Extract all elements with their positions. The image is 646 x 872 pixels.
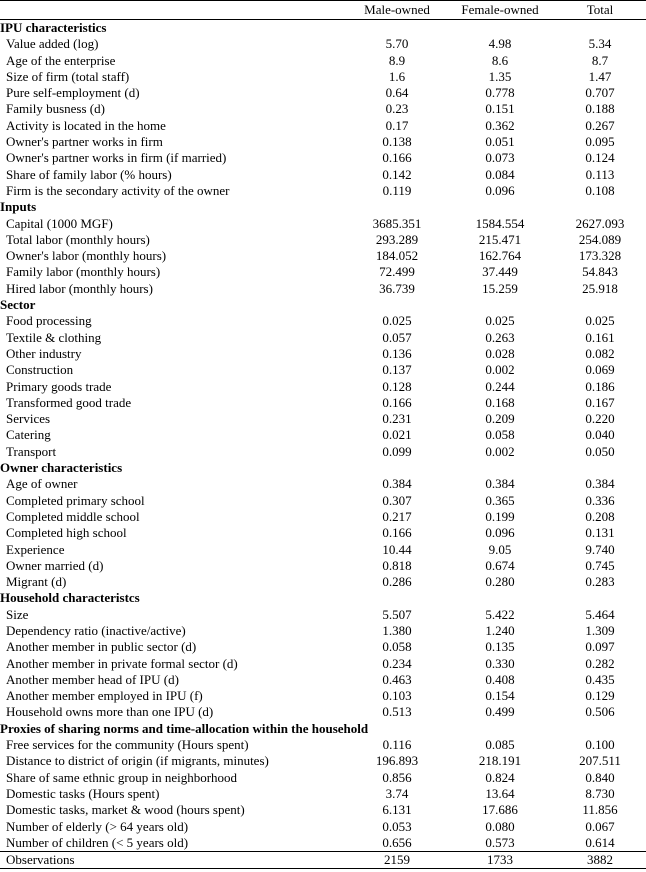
male-owned-value: 0.119 bbox=[382, 182, 412, 198]
row-label: Activity is located in the home bbox=[6, 117, 166, 133]
table-row bbox=[0, 53, 646, 69]
total-value: 0.435 bbox=[585, 671, 615, 687]
total-value: 0.131 bbox=[585, 525, 615, 541]
section-header-row bbox=[0, 460, 646, 476]
header-total: Total bbox=[554, 1, 646, 20]
total-value: 0.614 bbox=[585, 834, 615, 850]
female-owned-value: 162.764 bbox=[478, 248, 522, 264]
total-value: 0.069 bbox=[585, 362, 615, 378]
total-value: 54.843 bbox=[582, 264, 618, 280]
row-label: Firm is the secondary activity of the owner bbox=[6, 182, 230, 198]
row-label: Another member in public sector (d) bbox=[6, 639, 197, 655]
row-label: Family labor (monthly hours) bbox=[6, 264, 161, 280]
section-title: Household characteristcs bbox=[0, 590, 140, 606]
row-label: Another member head of IPU (d) bbox=[6, 671, 179, 687]
header-male-owned: Male-owned bbox=[348, 1, 446, 20]
row-label: Experience bbox=[6, 541, 65, 557]
female-owned-value: 0.085 bbox=[485, 737, 515, 753]
female-owned-value: 0.151 bbox=[485, 101, 515, 117]
section-header-row bbox=[0, 20, 646, 37]
female-owned-value: 0.209 bbox=[485, 411, 515, 427]
total-value: 0.124 bbox=[585, 150, 615, 166]
table-row bbox=[0, 493, 646, 509]
total-value: 0.707 bbox=[585, 85, 615, 101]
female-owned-value: 0.051 bbox=[485, 134, 515, 150]
male-owned-value: 0.23 bbox=[385, 101, 409, 117]
female-owned-value: 0.499 bbox=[485, 704, 515, 720]
female-owned-value: 0.362 bbox=[485, 117, 515, 133]
female-owned-value: 0.028 bbox=[485, 345, 515, 361]
male-owned-value: 0.166 bbox=[382, 150, 412, 166]
row-label: Number of children (< 5 years old) bbox=[6, 834, 189, 850]
total-value: 254.089 bbox=[578, 231, 622, 247]
total-value: 0.100 bbox=[585, 737, 615, 753]
total-value: 0.108 bbox=[585, 182, 615, 198]
row-label: Distance to district of origin (if migrants, minutes) bbox=[6, 753, 269, 769]
female-owned-value: 0.084 bbox=[485, 166, 515, 182]
male-owned-value: 1.6 bbox=[388, 68, 406, 84]
male-owned-value: 0.099 bbox=[382, 443, 412, 459]
row-label: Age of owner bbox=[6, 476, 78, 492]
total-value: 0.161 bbox=[585, 329, 615, 345]
total-value: 0.067 bbox=[585, 818, 615, 834]
table-row bbox=[0, 672, 646, 688]
table-row bbox=[0, 476, 646, 492]
table-row bbox=[0, 150, 646, 166]
observations-male: 2159 bbox=[348, 852, 446, 869]
header-label-cell bbox=[0, 1, 348, 20]
total-value: 0.186 bbox=[585, 378, 615, 394]
male-owned-value: 0.025 bbox=[382, 313, 412, 329]
table-row bbox=[0, 444, 646, 460]
table-row bbox=[0, 167, 646, 183]
male-owned-value: 0.116 bbox=[382, 737, 412, 753]
row-label: Completed high school bbox=[6, 525, 127, 541]
total-value: 173.328 bbox=[578, 248, 622, 264]
table-row bbox=[0, 753, 646, 769]
row-label: Owner's labor (monthly hours) bbox=[6, 248, 167, 264]
section-title: Sector bbox=[0, 297, 36, 313]
table-row bbox=[0, 835, 646, 852]
female-owned-value: 0.080 bbox=[485, 818, 515, 834]
table-row bbox=[0, 330, 646, 346]
table-row bbox=[0, 607, 646, 623]
table-row bbox=[0, 183, 646, 199]
total-value: 207.511 bbox=[579, 753, 621, 769]
row-label: Other industry bbox=[6, 345, 82, 361]
total-value: 0.097 bbox=[585, 639, 615, 655]
male-owned-value: 3685.351 bbox=[372, 215, 422, 231]
female-owned-value: 0.168 bbox=[485, 394, 515, 410]
table-row bbox=[0, 134, 646, 150]
total-value: 0.208 bbox=[585, 508, 615, 524]
section-header-row bbox=[0, 721, 646, 737]
row-label: Total labor (monthly hours) bbox=[6, 231, 150, 247]
total-value: 9.740 bbox=[585, 541, 615, 557]
female-owned-value: 9.05 bbox=[488, 541, 512, 557]
row-label: Value added (log) bbox=[6, 36, 99, 52]
row-label: Size bbox=[6, 606, 29, 622]
observations-row bbox=[0, 852, 646, 869]
male-owned-value: 0.166 bbox=[382, 394, 412, 410]
row-label: Share of same ethnic group in neighborhood bbox=[6, 769, 238, 785]
male-owned-value: 5.70 bbox=[385, 36, 409, 52]
row-label: Free services for the community (Hours spent) bbox=[6, 737, 249, 753]
male-owned-value: 0.234 bbox=[382, 655, 412, 671]
table-row bbox=[0, 395, 646, 411]
total-value: 0.283 bbox=[585, 574, 615, 590]
row-label: Pure self-employment (d) bbox=[6, 85, 140, 101]
total-value: 25.918 bbox=[582, 280, 618, 296]
row-label: Services bbox=[6, 411, 51, 427]
table-body bbox=[0, 20, 646, 852]
male-owned-value: 0.138 bbox=[382, 134, 412, 150]
section-title: IPU characteristics bbox=[0, 20, 107, 35]
male-owned-value: 0.17 bbox=[385, 117, 409, 133]
total-value: 11.856 bbox=[582, 802, 618, 818]
observations-label: Observations bbox=[0, 852, 348, 869]
male-owned-value: 196.893 bbox=[375, 753, 419, 769]
section-title: Inputs bbox=[0, 199, 37, 215]
male-owned-value: 72.499 bbox=[379, 264, 415, 280]
row-label: Textile & clothing bbox=[6, 329, 102, 345]
total-value: 5.464 bbox=[585, 606, 615, 622]
section-header-row bbox=[0, 199, 646, 215]
table-row bbox=[0, 819, 646, 835]
female-owned-value: 0.330 bbox=[485, 655, 515, 671]
total-value: 0.384 bbox=[585, 476, 615, 492]
male-owned-value: 0.057 bbox=[382, 329, 412, 345]
male-owned-value: 184.052 bbox=[375, 248, 419, 264]
male-owned-value: 8.9 bbox=[388, 52, 406, 68]
female-owned-value: 13.64 bbox=[485, 785, 515, 801]
row-label: Transformed good trade bbox=[6, 394, 132, 410]
table-row bbox=[0, 623, 646, 639]
section-header-row bbox=[0, 297, 646, 313]
row-label: Another member employed in IPU (f) bbox=[6, 688, 203, 704]
table-row bbox=[0, 411, 646, 427]
total-value: 0.025 bbox=[585, 313, 615, 329]
total-value: 0.082 bbox=[585, 345, 615, 361]
total-value: 0.040 bbox=[585, 427, 615, 443]
male-owned-value: 0.463 bbox=[382, 671, 412, 687]
male-owned-value: 3.74 bbox=[385, 785, 409, 801]
total-value: 1.309 bbox=[585, 622, 615, 638]
female-owned-value: 0.154 bbox=[485, 688, 515, 704]
table-row bbox=[0, 248, 646, 264]
male-owned-value: 0.137 bbox=[382, 362, 412, 378]
row-label: Number of elderly (> 64 years old) bbox=[6, 818, 189, 834]
male-owned-value: 0.64 bbox=[385, 85, 409, 101]
table-row bbox=[0, 216, 646, 232]
total-value: 0.220 bbox=[585, 411, 615, 427]
table-row bbox=[0, 525, 646, 541]
female-owned-value: 0.824 bbox=[485, 769, 515, 785]
male-owned-value: 0.166 bbox=[382, 525, 412, 541]
male-owned-value: 0.142 bbox=[382, 166, 412, 182]
total-value: 0.113 bbox=[585, 166, 615, 182]
male-owned-value: 1.380 bbox=[382, 622, 412, 638]
male-owned-value: 0.818 bbox=[382, 557, 412, 573]
table-row bbox=[0, 69, 646, 85]
male-owned-value: 0.384 bbox=[382, 476, 412, 492]
row-label: Size of firm (total staff) bbox=[6, 68, 130, 84]
total-value: 5.34 bbox=[588, 36, 612, 52]
male-owned-value: 0.128 bbox=[382, 378, 412, 394]
section-header-row bbox=[0, 590, 646, 606]
total-value: 0.840 bbox=[585, 769, 615, 785]
row-label: Another member in private formal sector (d) bbox=[6, 655, 238, 671]
row-label: Construction bbox=[6, 362, 74, 378]
female-owned-value: 215.471 bbox=[478, 231, 522, 247]
female-owned-value: 0.280 bbox=[485, 574, 515, 590]
female-owned-value: 0.096 bbox=[485, 525, 515, 541]
female-owned-value: 0.002 bbox=[485, 443, 515, 459]
table-row bbox=[0, 36, 646, 52]
header-female-owned: Female-owned bbox=[446, 1, 554, 20]
male-owned-value: 0.307 bbox=[382, 492, 412, 508]
female-owned-value: 17.686 bbox=[482, 802, 518, 818]
row-label: Owner's partner works in firm (if married) bbox=[6, 150, 227, 166]
female-owned-value: 1.35 bbox=[488, 68, 512, 84]
male-owned-value: 0.286 bbox=[382, 574, 412, 590]
female-owned-value: 0.025 bbox=[485, 313, 515, 329]
observations-female: 1733 bbox=[446, 852, 554, 869]
row-label: Food processing bbox=[6, 313, 92, 329]
female-owned-value: 8.6 bbox=[491, 52, 509, 68]
table-row bbox=[0, 101, 646, 117]
row-label: Owner married (d) bbox=[6, 557, 104, 573]
male-owned-value: 0.053 bbox=[382, 818, 412, 834]
total-value: 8.7 bbox=[591, 52, 609, 68]
row-label: Capital (1000 MGF) bbox=[6, 215, 113, 231]
total-value: 0.050 bbox=[585, 443, 615, 459]
female-owned-value: 1.240 bbox=[485, 622, 515, 638]
male-owned-value: 36.739 bbox=[379, 280, 415, 296]
row-label: Domestic tasks (Hours spent) bbox=[6, 785, 160, 801]
row-label: Completed middle school bbox=[6, 508, 140, 524]
table-row bbox=[0, 85, 646, 101]
total-value: 0.095 bbox=[585, 134, 615, 150]
female-owned-value: 0.135 bbox=[485, 639, 515, 655]
row-label: Owner's partner works in firm bbox=[6, 134, 163, 150]
total-value: 0.267 bbox=[585, 117, 615, 133]
row-label: Dependency ratio (inactive/active) bbox=[6, 622, 186, 638]
section-title: Owner characteristics bbox=[0, 460, 123, 476]
table-row bbox=[0, 427, 646, 443]
row-label: Age of the enterprise bbox=[6, 52, 116, 68]
female-owned-value: 0.384 bbox=[485, 476, 515, 492]
table-header-row bbox=[0, 1, 646, 20]
male-owned-value: 0.103 bbox=[382, 688, 412, 704]
total-value: 0.167 bbox=[585, 394, 615, 410]
row-label: Migrant (d) bbox=[6, 574, 67, 590]
female-owned-value: 0.244 bbox=[485, 378, 515, 394]
female-owned-value: 37.449 bbox=[482, 264, 518, 280]
total-value: 1.47 bbox=[588, 68, 612, 84]
female-owned-value: 0.073 bbox=[485, 150, 515, 166]
male-owned-value: 0.231 bbox=[382, 411, 412, 427]
female-owned-value: 0.058 bbox=[485, 427, 515, 443]
row-label: Transport bbox=[6, 443, 57, 459]
total-value: 2627.093 bbox=[575, 215, 625, 231]
table-row bbox=[0, 379, 646, 395]
table-row bbox=[0, 786, 646, 802]
female-owned-value: 0.365 bbox=[485, 492, 515, 508]
male-owned-value: 0.856 bbox=[382, 769, 412, 785]
female-owned-value: 0.573 bbox=[485, 834, 515, 850]
table-row bbox=[0, 264, 646, 280]
table-row bbox=[0, 232, 646, 248]
table-row bbox=[0, 313, 646, 329]
table-row bbox=[0, 737, 646, 753]
male-owned-value: 0.136 bbox=[382, 345, 412, 361]
female-owned-value: 218.191 bbox=[478, 753, 522, 769]
table-row bbox=[0, 802, 646, 818]
table-row bbox=[0, 656, 646, 672]
male-owned-value: 0.656 bbox=[382, 834, 412, 850]
row-label: Completed primary school bbox=[6, 492, 145, 508]
table-row bbox=[0, 362, 646, 378]
table-row bbox=[0, 118, 646, 134]
total-value: 0.506 bbox=[585, 704, 615, 720]
female-owned-value: 0.263 bbox=[485, 329, 515, 345]
female-owned-value: 15.259 bbox=[482, 280, 518, 296]
male-owned-value: 0.021 bbox=[382, 427, 412, 443]
male-owned-value: 293.289 bbox=[375, 231, 419, 247]
female-owned-value: 0.199 bbox=[485, 508, 515, 524]
section-title: Proxies of sharing norms and time-allocation within the household bbox=[0, 720, 369, 736]
observations-total: 3882 bbox=[554, 852, 646, 869]
female-owned-value: 5.422 bbox=[485, 606, 515, 622]
table-row bbox=[0, 558, 646, 574]
total-value: 0.745 bbox=[585, 557, 615, 573]
table-row bbox=[0, 704, 646, 720]
table-row bbox=[0, 770, 646, 786]
table-row bbox=[0, 281, 646, 297]
female-owned-value: 0.674 bbox=[485, 557, 515, 573]
male-owned-value: 5.507 bbox=[382, 606, 412, 622]
row-label: Family busness (d) bbox=[6, 101, 105, 117]
female-owned-value: 1584.554 bbox=[475, 215, 525, 231]
female-owned-value: 4.98 bbox=[488, 36, 512, 52]
row-label: Hired labor (monthly hours) bbox=[6, 280, 153, 296]
table-row bbox=[0, 574, 646, 590]
total-value: 0.129 bbox=[585, 688, 615, 704]
male-owned-value: 0.217 bbox=[382, 508, 412, 524]
male-owned-value: 6.131 bbox=[382, 802, 412, 818]
male-owned-value: 10.44 bbox=[382, 541, 412, 557]
male-owned-value: 0.513 bbox=[382, 704, 412, 720]
table-row bbox=[0, 639, 646, 655]
female-owned-value: 0.002 bbox=[485, 362, 515, 378]
table-row bbox=[0, 346, 646, 362]
row-label: Share of family labor (% hours) bbox=[6, 166, 172, 182]
row-label: Domestic tasks, market & wood (hours spent) bbox=[6, 802, 245, 818]
table-row bbox=[0, 509, 646, 525]
female-owned-value: 0.096 bbox=[485, 182, 515, 198]
total-value: 0.282 bbox=[585, 655, 615, 671]
male-owned-value: 0.058 bbox=[382, 639, 412, 655]
row-label: Primary goods trade bbox=[6, 378, 112, 394]
row-label: Household owns more than one IPU (d) bbox=[6, 704, 214, 720]
female-owned-value: 0.408 bbox=[485, 671, 515, 687]
total-value: 0.188 bbox=[585, 101, 615, 117]
total-value: 0.336 bbox=[585, 492, 615, 508]
table-row bbox=[0, 688, 646, 704]
row-label: Catering bbox=[6, 427, 51, 443]
total-value: 8.730 bbox=[585, 785, 615, 801]
table-row bbox=[0, 542, 646, 558]
female-owned-value: 0.778 bbox=[485, 85, 515, 101]
